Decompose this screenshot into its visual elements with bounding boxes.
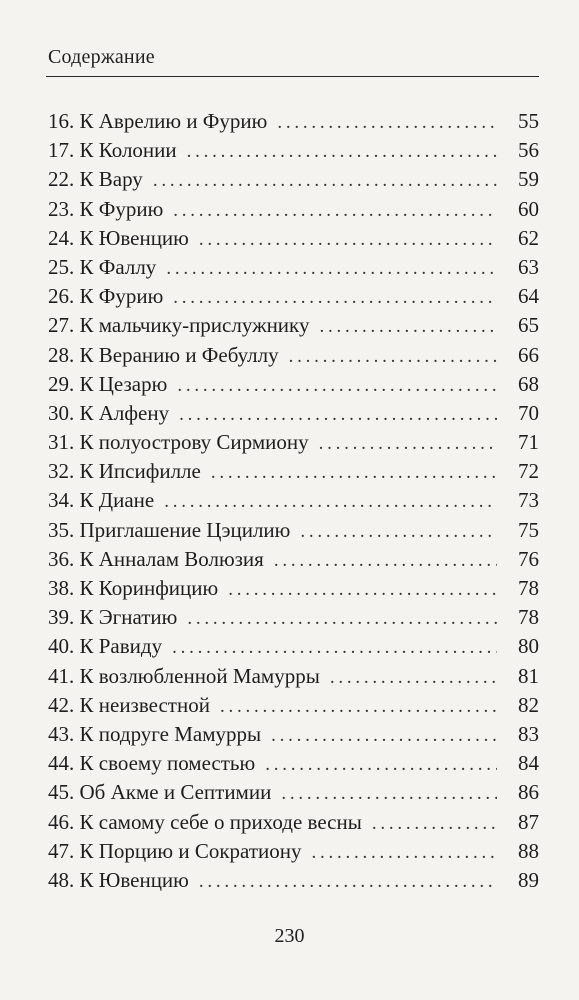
toc-entry-title: 36. К Анналам Волюзия: [48, 546, 264, 571]
toc-dot-leader: [177, 371, 497, 400]
running-head: Содержание: [48, 46, 155, 68]
toc-dot-leader: [274, 546, 497, 575]
toc-entry-page: 56: [518, 138, 539, 163]
page-number: 230: [274, 925, 305, 947]
toc-dot-leader: [330, 663, 497, 692]
toc-dot-leader: [187, 137, 497, 166]
table-of-contents: [48, 107, 539, 895]
toc-entry: [48, 341, 539, 370]
toc-entry-title: 26. К Фурию: [48, 284, 164, 309]
toc-entry: [48, 662, 539, 691]
toc-dot-leader: [164, 487, 497, 516]
toc-entry-title: 28. К Веранию и Фебуллу: [48, 342, 279, 367]
toc-entry-page: 86: [518, 780, 539, 805]
toc-entry-page: 72: [518, 459, 539, 484]
toc-entry-page: 68: [518, 371, 539, 396]
toc-entry-page: 71: [518, 430, 539, 455]
toc-entry-title: 42. К неизвестной: [48, 692, 210, 717]
toc-entry-title: 41. К возлюбленной Мамурры: [48, 663, 320, 688]
toc-entry-page: 66: [518, 342, 539, 367]
toc-entry: [48, 311, 539, 340]
toc-entry-page: 78: [518, 605, 539, 630]
toc-dot-leader: [271, 721, 497, 750]
toc-dot-leader: [173, 283, 497, 312]
toc-entry: [48, 457, 539, 486]
toc-entry-title: 35. Приглашение Цэцилию: [48, 517, 291, 542]
toc-dot-leader: [199, 225, 497, 254]
toc-entry-title: 47. К Порцию и Сократиону: [48, 838, 302, 863]
toc-dot-leader: [166, 254, 497, 283]
toc-entry: [48, 428, 539, 457]
toc-dot-leader: [187, 604, 497, 633]
toc-dot-leader: [220, 692, 497, 721]
toc-dot-leader: [265, 750, 497, 779]
toc-entry-title: 43. К подруге Мамурры: [48, 721, 262, 746]
toc-entry: [48, 778, 539, 807]
toc-dot-leader: [199, 867, 497, 896]
toc-entry-title: 16. К Аврелию и Фурию: [48, 109, 268, 133]
toc-entry-page: 78: [518, 576, 539, 600]
toc-entry: [48, 370, 539, 399]
toc-entry: [48, 165, 539, 194]
toc-entry-title: 45. Об Акме и Септимии: [48, 780, 272, 805]
toc-entry: [48, 253, 539, 282]
toc-entry-title: 23. К Фурию: [48, 196, 164, 221]
toc-entry-title: 48. К Ювенцию: [48, 867, 189, 892]
toc-dot-leader: [153, 166, 497, 195]
toc-dot-leader: [277, 108, 497, 137]
toc-entry-page: 89: [518, 867, 539, 892]
toc-dot-leader: [311, 838, 497, 867]
toc-dot-leader: [173, 196, 497, 225]
toc-entry-page: 60: [518, 196, 539, 221]
toc-entry-title: 25. К Фаллу: [48, 254, 157, 279]
toc-entry-title: 32. К Ипсифилле: [48, 459, 201, 484]
toc-entry-page: 82: [518, 692, 539, 717]
toc-entry-title: 46. К самому себе о приходе весны: [48, 809, 362, 834]
toc-entry: [48, 574, 539, 603]
toc-entry-page: 65: [518, 313, 539, 338]
toc-entry-title: 39. К Эгнатию: [48, 605, 178, 630]
toc-entry-title: 31. К полуострову Сирмиону: [48, 430, 309, 455]
toc-entry-title: 44. К своему поместью: [48, 751, 256, 776]
toc-entry-title: 40. К Равиду: [48, 634, 163, 659]
toc-entry-title: 38. К Коринфицию: [48, 576, 219, 600]
toc-entry-page: 64: [518, 284, 539, 309]
toc-entry: [48, 282, 539, 311]
toc-entry-title: 24. К Ювенцию: [48, 225, 189, 250]
toc-entry-page: 70: [518, 400, 539, 425]
toc-dot-leader: [289, 342, 497, 371]
toc-entry: [48, 808, 539, 837]
toc-entry: [48, 136, 539, 165]
toc-entry-page: 81: [518, 663, 539, 688]
toc-entry-page: 84: [518, 751, 539, 776]
toc-entry-title: 34. К Диане: [48, 488, 155, 513]
toc-entry: [48, 720, 539, 749]
toc-entry: [48, 486, 539, 515]
toc-entry-page: 63: [518, 254, 539, 279]
toc-entry: [48, 691, 539, 720]
toc-entry-title: 22. К Вару: [48, 167, 143, 192]
toc-entry-page: 80: [518, 634, 539, 659]
toc-entry-page: 83: [518, 721, 539, 746]
toc-entry-page: 88: [518, 838, 539, 863]
header-rule: [46, 76, 539, 77]
toc-dot-leader: [228, 575, 497, 604]
toc-entry: [48, 224, 539, 253]
toc-entry-title: 27. К мальчику-прислужнику: [48, 313, 310, 338]
toc-entry: [48, 749, 539, 778]
toc-entry-page: 59: [518, 167, 539, 192]
toc-entry-page: 76: [518, 546, 539, 571]
toc-entry: [48, 632, 539, 661]
toc-entry-title: 17. К Колонии: [48, 138, 177, 163]
toc-entry: [48, 545, 539, 574]
toc-entry-title: 30. К Алфену: [48, 400, 170, 425]
toc-entry-page: 62: [518, 225, 539, 250]
toc-dot-leader: [179, 400, 497, 429]
toc-dot-leader: [319, 429, 497, 458]
toc-dot-leader: [172, 633, 497, 662]
toc-dot-leader: [281, 779, 497, 808]
toc-entry-page: 55: [518, 109, 539, 133]
toc-entry-page: 87: [518, 809, 539, 834]
toc-entry: [48, 399, 539, 428]
toc-entry: [48, 195, 539, 224]
toc-entry: [48, 603, 539, 632]
toc-dot-leader: [319, 312, 497, 341]
toc-dot-leader: [372, 809, 497, 838]
toc-dot-leader: [300, 517, 497, 546]
toc-entry: [48, 837, 539, 866]
toc-dot-leader: [211, 458, 497, 487]
toc-entry: [48, 866, 539, 895]
toc-entry: [48, 516, 539, 545]
toc-entry-page: 73: [518, 488, 539, 513]
toc-entry-page: 75: [518, 517, 539, 542]
toc-entry-title: 29. К Цезарю: [48, 371, 168, 396]
toc-entry: [48, 107, 539, 136]
